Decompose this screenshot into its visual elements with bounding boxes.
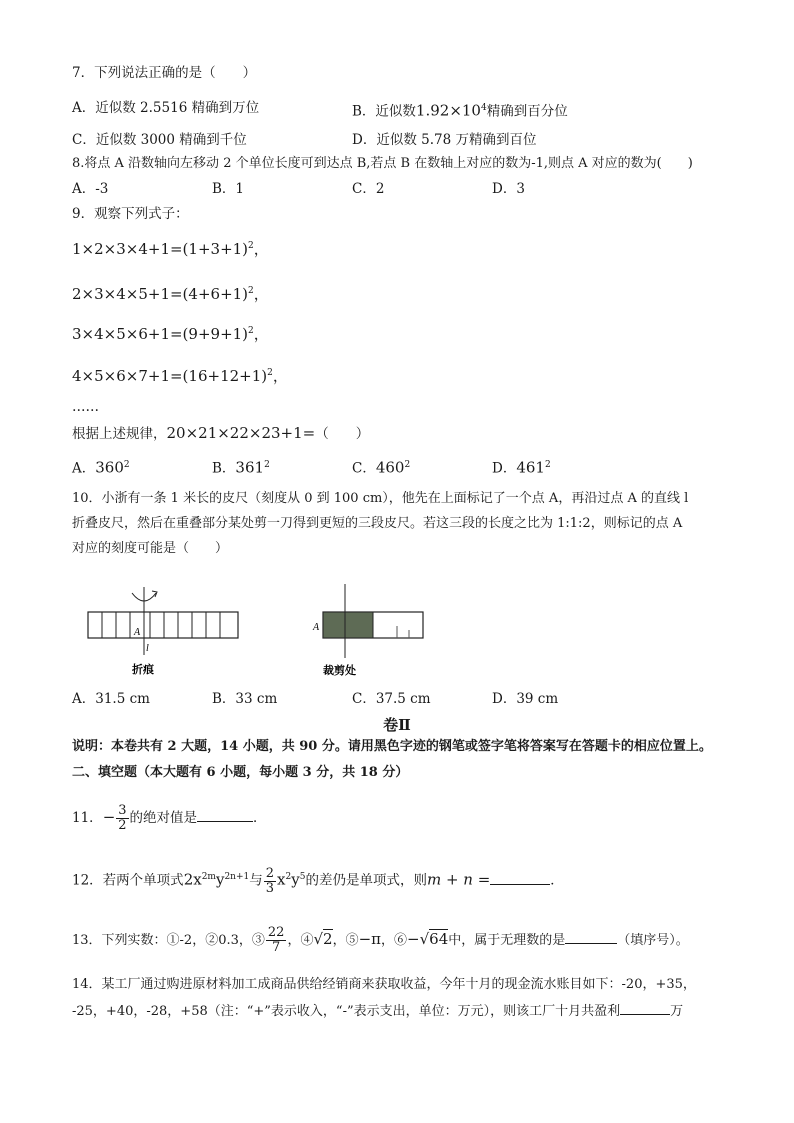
q8-stem: 8.将点 A 沿数轴向左移动 2 个单位长度可到达点 B,若点 B 在数轴上对应的数为-1,则点 A 对应的数为( ) [72, 156, 693, 171]
q8-option-a: A．-3 [72, 181, 109, 197]
q13-answer-blank[interactable] [565, 931, 617, 944]
q9-equation-4: $4\times 5\times 6\times 7+1=(16+12+1)^2$， [72, 367, 288, 385]
ruler-outline [88, 612, 238, 638]
q14-line-2: -25，+40，-28，+58（注：“+”表示收入，“-”表示支出，单位：万元），则该工厂十月共盈利 万 [72, 1004, 684, 1019]
q11-answer-blank[interactable] [197, 809, 253, 822]
q13-line: 13．下列实数：①-2，②0.3，③ $\frac{22}{7}$ ，④√2，⑤−π，⑥−√64中，属于无理数的是 （填序号）。 [72, 925, 689, 955]
fold-mark-label: 折痕 [132, 663, 154, 676]
q9-equation-1: $1\times 2\times 3\times 4+1=(1+3+1)^2$， [72, 240, 269, 258]
q8-option-b: B．1 [212, 181, 245, 197]
q10-option-d: D．39 cm [492, 691, 559, 707]
q12-line: 12．若两个单项式$2x^{2m}y^{2n+1}$与 $\frac{2}{3}$ $x^2y^5$的差仍是单项式，则m + n = ． [72, 865, 564, 896]
q7-option-d: D．近似数 5.78 万精确到百位 [352, 132, 537, 148]
q12-fraction: $\frac{2}{3}$ [265, 865, 275, 896]
q9-option-b: B．$361^2$ [212, 458, 270, 477]
q9-equation-2: $2\times 3\times 4\times 5+1=(4+6+1)^2$， [72, 285, 269, 303]
q9-rule: 根据上述规律，20×21×22×23+1=（ ） [72, 424, 370, 442]
cut-figure [305, 580, 435, 680]
q7-option-a: A．近似数 2.5516 精确到万位 [72, 100, 260, 116]
q10-option-a: A．31.5 cm [72, 691, 150, 707]
q9-option-a: A．$360^2$ [72, 458, 130, 477]
q12-answer-blank[interactable] [490, 872, 550, 885]
part-2-note: 说明：本卷共有 2 大题，14 小题，共 90 分。请用黑色字迹的钢笔或签字笔将答案写在答题卡的相应位置上。 [72, 739, 712, 754]
q7-option-c: C．近似数 3000 精确到千位 [72, 132, 247, 148]
q7-stem: 7．下列说法正确的是（ ） [72, 65, 257, 81]
cut-position-label: 裁剪处 [323, 664, 356, 677]
q10-line-2: 折叠皮尺，然后在重叠部分某处剪一刀得到更短的三段皮尺。若这三段的长度之比为 1:1:2，则标记的点 A [72, 516, 683, 531]
q7-b-math: 1.92×10 [415, 101, 481, 120]
ruler-fold-figure [80, 565, 250, 680]
cut-point-a-label: A [313, 622, 320, 633]
q14-answer-blank[interactable] [620, 1002, 670, 1015]
q9-equation-3: $3\times 4\times 5\times 6+1=(9+9+1)^2$， [72, 325, 269, 343]
q9-stem: 9．观察下列式子： [72, 206, 189, 222]
q8-option-d: D．3 [492, 181, 525, 197]
line-l-label: l [146, 643, 149, 654]
ruler-ticks [102, 612, 220, 638]
q10-line-3: 对应的刻度可能是（ ） [72, 541, 229, 556]
q9-option-d: D．$461^2$ [492, 458, 551, 477]
q9-option-c: C．$460^2$ [352, 458, 411, 477]
q7-option-b: B．近似数$1.92\times 10^4$精确到百分位 [352, 101, 568, 120]
q10-option-b: B．33 cm [212, 691, 278, 707]
point-a-label: A [134, 627, 141, 638]
q10-line-1: 10．小浙有一条 1 米长的皮尺（刻度从 0 到 100 cm），他先在上面标记了一个点 A，再沿过点 A 的直线 l [72, 491, 689, 506]
q11-line: 11．− $\frac{3}{2}$ 的绝对值是 ． [72, 803, 267, 833]
overlap-region [323, 612, 373, 638]
q9-ellipsis: …… [72, 399, 99, 415]
q13-fraction: $\frac{22}{7}$ [267, 925, 285, 955]
q14-line-1: 14．某工厂通过购进原材料加工成商品供给经销商来获取收益，今年十月的现金流水账目如下：-20，+35， [72, 977, 696, 992]
part-2-title: 卷Ⅱ [383, 716, 411, 734]
section-2-heading: 二、填空题（本大题有 6 小题，每小题 3 分，共 18 分） [72, 765, 409, 780]
q8-option-c: C．2 [352, 181, 385, 197]
q11-fraction: $\frac{3}{2}$ [118, 803, 127, 833]
q10-option-c: C．37.5 cm [352, 691, 431, 707]
